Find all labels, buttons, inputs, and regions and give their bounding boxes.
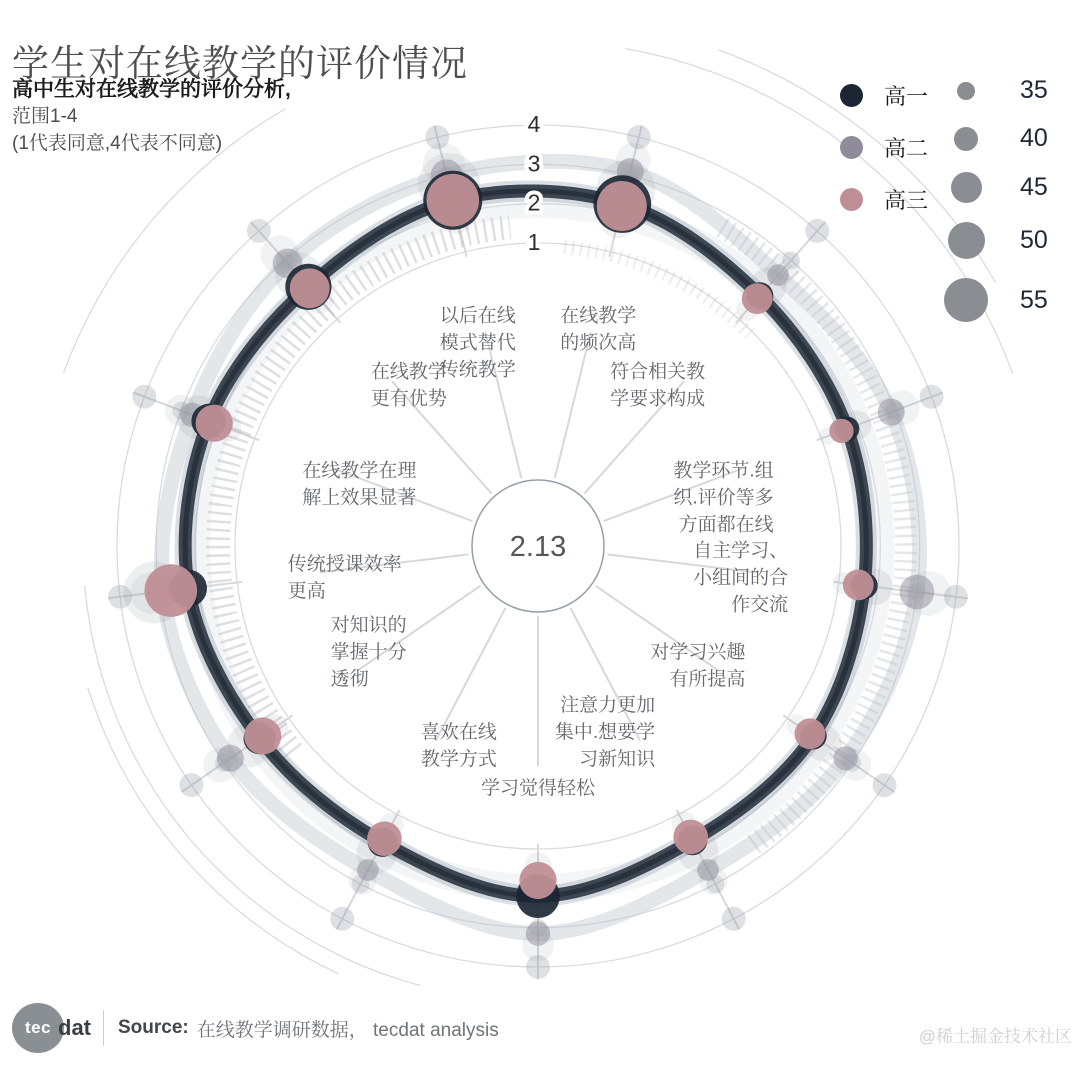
- legend-group-2: [840, 184, 928, 215]
- footer: [12, 1002, 499, 1054]
- subtitle-block: [12, 76, 291, 157]
- legend-size-dot: [951, 172, 982, 203]
- category-label: 对知识的掌握十分透彻: [330, 615, 407, 691]
- legend-size-4: [940, 278, 1048, 322]
- category-label: 在线教学的频次高: [560, 305, 637, 354]
- category-label: 在线教学更有优势: [370, 361, 447, 410]
- category-label: 自主学习、小组间的合作交流: [693, 540, 789, 616]
- category-label: 符合相关教学要求构成: [610, 361, 706, 410]
- category-label: 在线教学在理解上效果显著: [302, 460, 417, 509]
- category-label: 对学习兴趣有所提高: [650, 642, 746, 691]
- legend-group-dot: [840, 188, 863, 211]
- subtitle-line-1: 高中生对在线教学的评价分析,: [12, 78, 291, 101]
- footer-divider: [103, 1010, 104, 1046]
- category-label: 以后在线模式替代传统教学: [439, 305, 516, 381]
- svg-text:3: 3: [527, 150, 541, 177]
- svg-text:2: 2: [527, 189, 541, 216]
- legend-group-label: 高一: [884, 84, 929, 109]
- category-label: 传统授课效率更高: [287, 553, 402, 602]
- legend-size-dot: [957, 82, 975, 100]
- legend-size-label: 50: [1020, 226, 1048, 254]
- legend-size-dot: [944, 278, 988, 322]
- logo-dat-text: dat: [58, 1015, 91, 1040]
- category-label: 教学环节.组织.评价等多方面都在线: [673, 460, 774, 536]
- category-label: 注意力更加集中.想要学习新知识: [554, 695, 656, 771]
- legend-size-2: [940, 172, 1048, 203]
- legend-group-dot: [840, 84, 863, 107]
- legend-size-label: 40: [1020, 124, 1048, 152]
- svg-text:4: 4: [527, 111, 541, 137]
- legend-size-label: 35: [1020, 76, 1048, 104]
- legend-size-label: 45: [1020, 173, 1048, 201]
- legend-size-0: [940, 76, 1048, 105]
- legend-group-label: 高二: [884, 136, 929, 161]
- legend-size-3: [940, 222, 1048, 259]
- legend-size-dot: [948, 222, 985, 259]
- subtitle-scale-note: (1代表同意,4代表不同意): [12, 133, 223, 154]
- legend-size-1: [940, 124, 1048, 153]
- legend-size-dot: [954, 127, 978, 151]
- page-title: 学生对在线教学的评价情况: [12, 42, 468, 84]
- logo-tec-text: tec: [24, 1018, 52, 1037]
- legend-color-groups: [840, 80, 928, 236]
- category-label: 喜欢在线教学方式: [420, 722, 497, 771]
- legend-group-0: [840, 80, 928, 111]
- watermark: @稀土掘金技术社区: [918, 1027, 1072, 1046]
- legend-group-dot: [840, 136, 863, 159]
- subtitle-range: 范围1-4: [12, 106, 78, 127]
- legend-group-label: 高三: [884, 188, 929, 213]
- legend-group-1: [840, 132, 928, 163]
- tecdat-logo-icon: [12, 1003, 64, 1053]
- source-label: Source:: [118, 1017, 189, 1038]
- source-text: 在线教学调研数据， tecdat analysis: [196, 1019, 499, 1041]
- center-value: 2.13: [509, 531, 567, 563]
- legend-size-label: 55: [1020, 285, 1048, 314]
- svg-text:1: 1: [527, 229, 541, 255]
- legend-bubble-sizes: [940, 76, 1048, 341]
- category-label: 学习觉得轻松: [480, 778, 596, 799]
